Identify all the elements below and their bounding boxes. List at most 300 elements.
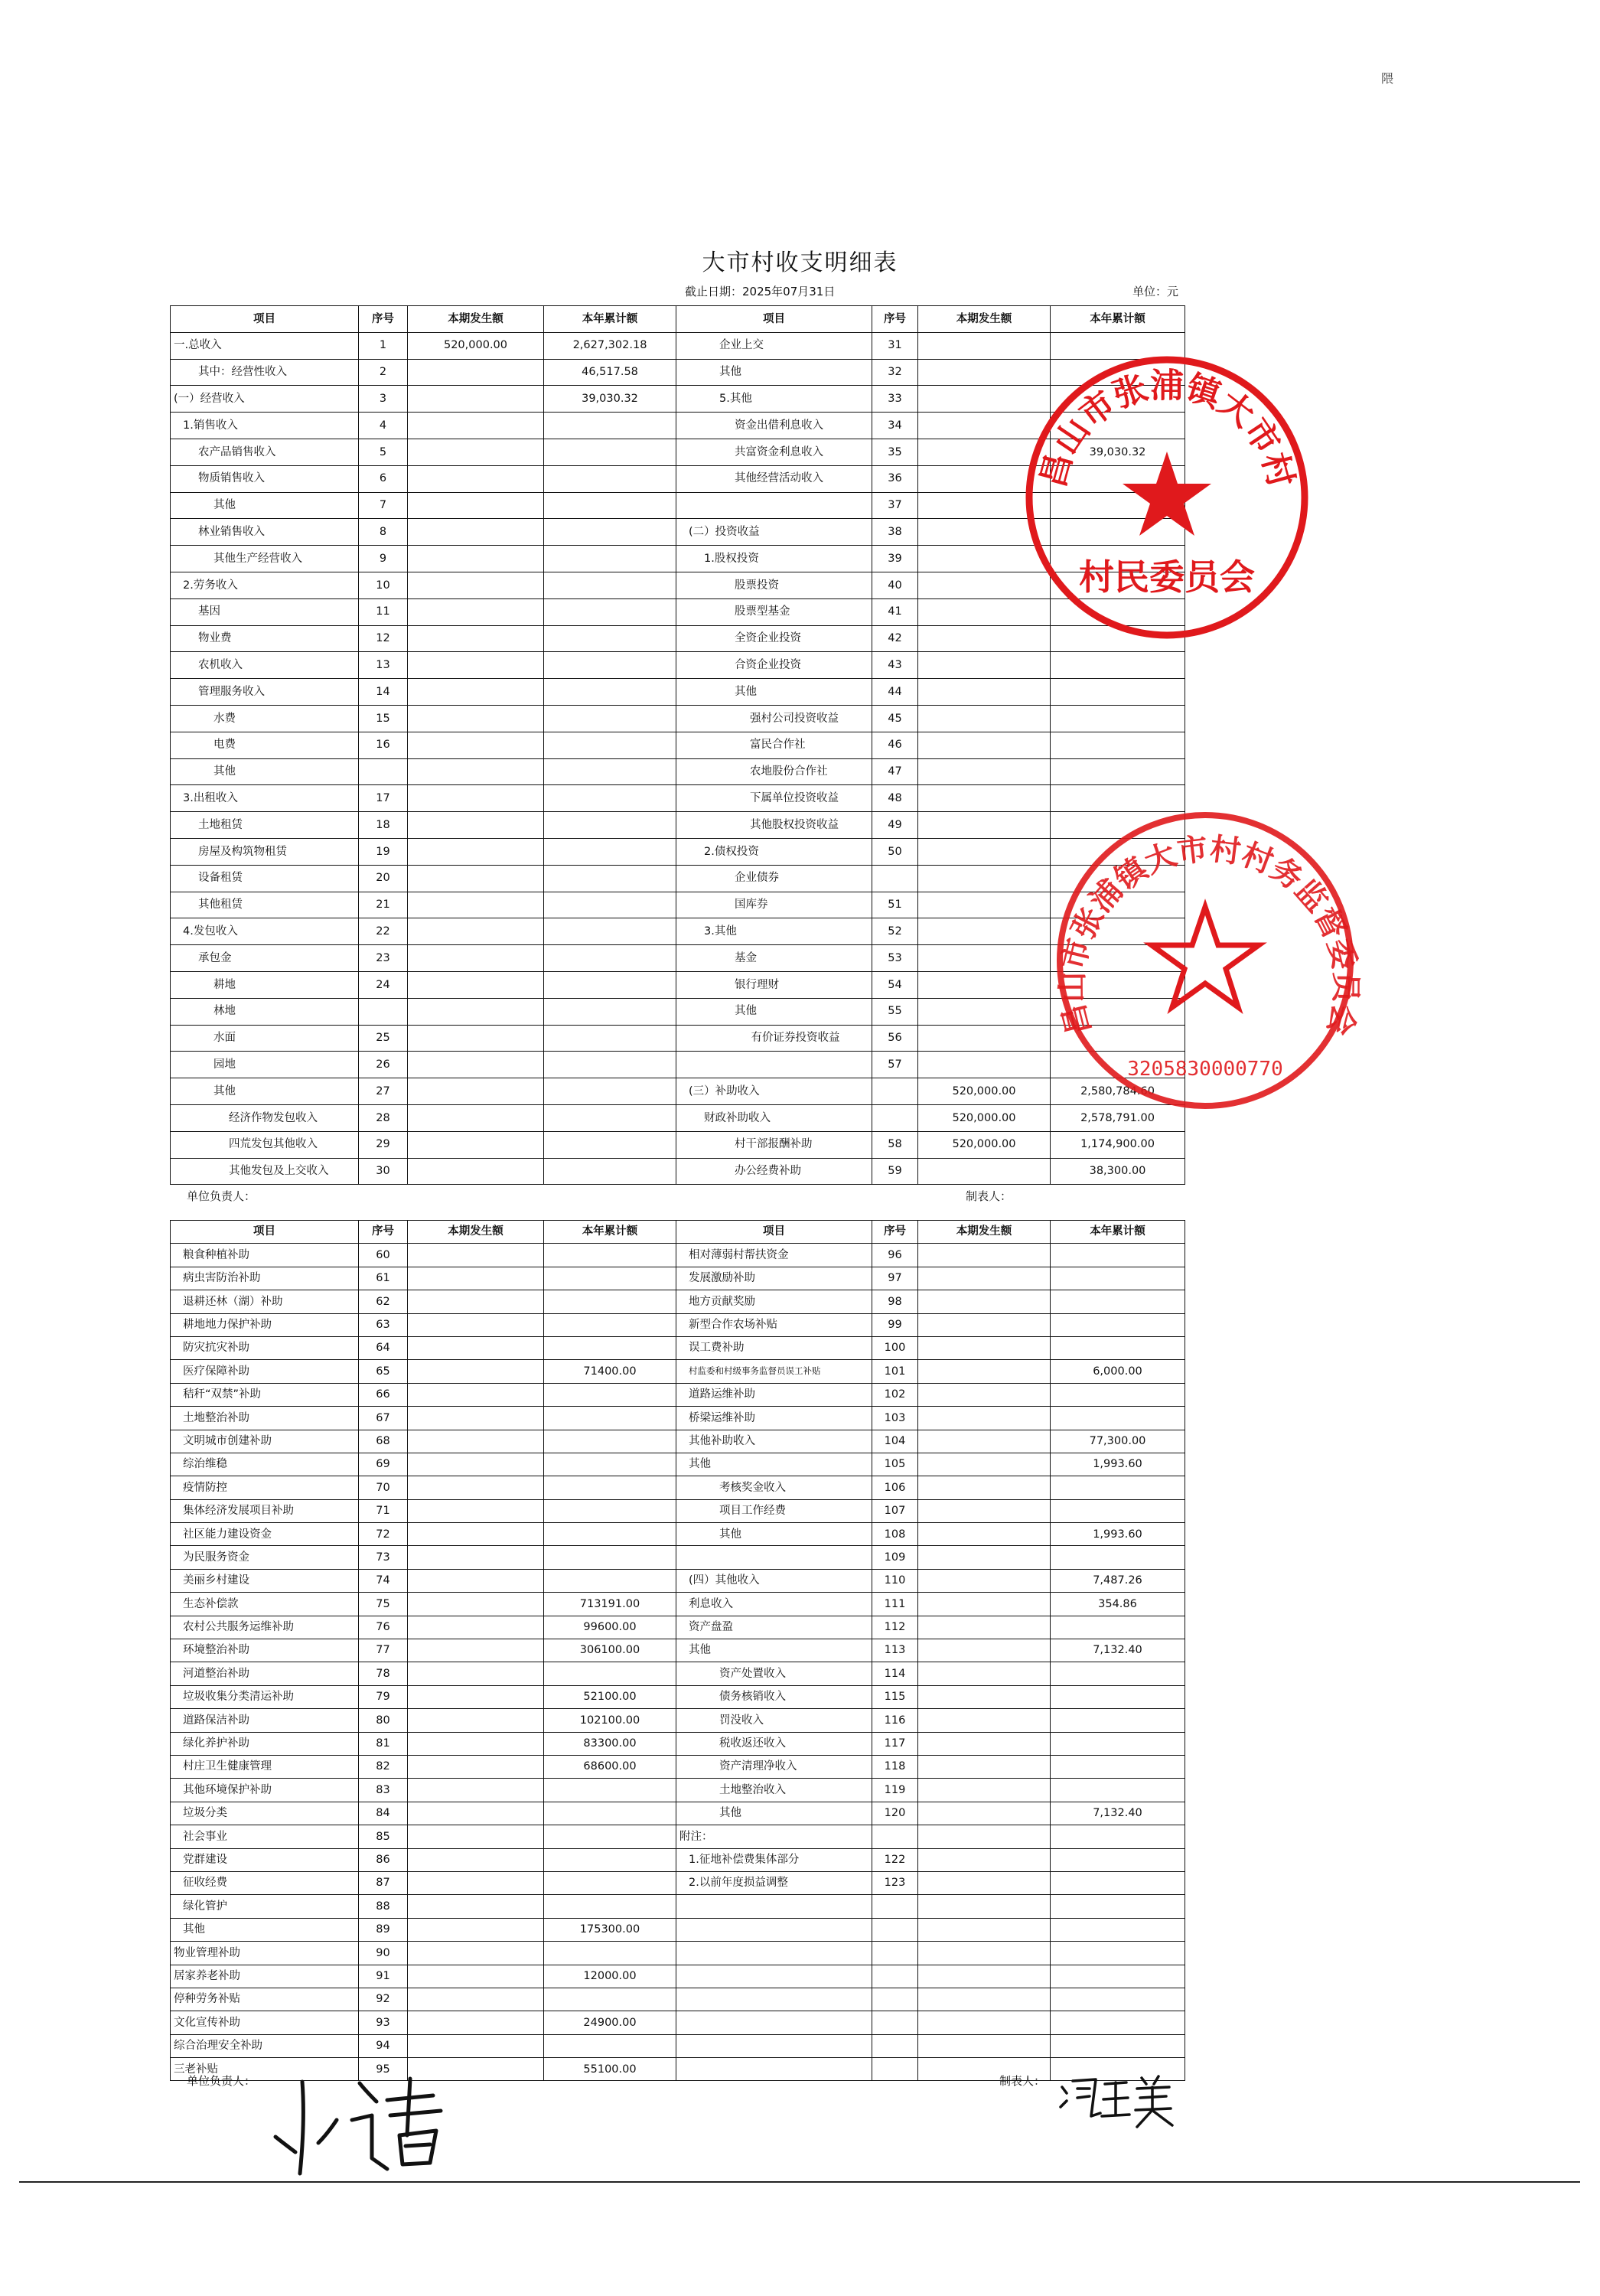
item-name-cell: 环境整治补助	[171, 1639, 359, 1662]
sequence-cell: 42	[872, 625, 918, 652]
current-period-amount-cell	[408, 1848, 544, 1871]
table-row	[171, 1025, 1185, 1052]
current-period-amount-cell	[408, 1244, 544, 1267]
item-name-cell	[676, 1895, 872, 1918]
item-name-cell: 其他股权投资收益	[676, 812, 872, 839]
item-name-cell: 土地租赁	[171, 812, 359, 839]
preparer-signature	[1056, 2070, 1178, 2131]
sequence-cell: 95	[359, 2058, 408, 2081]
table-row	[171, 1104, 1185, 1131]
year-cumulative-amount-cell	[1051, 1848, 1185, 1871]
year-cumulative-amount-cell	[544, 918, 676, 945]
item-name-cell: 共富资金利息收入	[676, 439, 872, 465]
item-name-cell: 资金出借利息收入	[676, 413, 872, 439]
sequence-cell: 14	[359, 679, 408, 706]
preparer-label: 制表人：	[966, 1189, 1012, 1203]
year-cumulative-amount-cell	[1051, 1476, 1185, 1499]
year-cumulative-amount-cell	[1051, 732, 1185, 758]
item-name-cell: 富民合作社	[676, 732, 872, 758]
item-name-cell: 1.征地补偿费集体部分	[676, 1848, 872, 1871]
year-cumulative-amount-cell	[544, 1802, 676, 1825]
table-row	[171, 1476, 1185, 1499]
item-name-cell: 村干部报酬补助	[676, 1131, 872, 1158]
year-cumulative-amount-cell	[1051, 1942, 1185, 1965]
year-cumulative-amount-cell	[1051, 1383, 1185, 1406]
year-cumulative-amount-cell	[544, 1078, 676, 1105]
current-period-amount-cell	[918, 1430, 1051, 1453]
current-period-amount-cell	[408, 652, 544, 679]
current-period-amount-cell	[918, 679, 1051, 706]
table-row	[171, 1871, 1185, 1894]
year-cumulative-amount-cell: 39,030.32	[1051, 439, 1185, 465]
year-cumulative-amount-cell	[544, 1407, 676, 1430]
year-cumulative-amount-cell	[544, 1662, 676, 1685]
table-row	[171, 785, 1185, 812]
item-name-cell: 下属单位投资收益	[676, 785, 872, 812]
item-name-cell: 电费	[171, 732, 359, 758]
sequence-cell: 76	[359, 1616, 408, 1639]
sequence-cell: 90	[359, 1942, 408, 1965]
column-header: 序号	[872, 306, 918, 333]
item-name-cell: 经济作物发包收入	[171, 1104, 359, 1131]
table-row	[171, 1383, 1185, 1406]
item-name-cell: 房屋及构筑物租赁	[171, 838, 359, 865]
year-cumulative-amount-cell	[1051, 1662, 1185, 1685]
sequence-cell: 101	[872, 1360, 918, 1383]
item-name-cell: 附注：	[676, 1825, 872, 1848]
year-cumulative-amount-cell: 68600.00	[544, 1755, 676, 1778]
deadline-date: 截止日期：2025年07月31日	[685, 285, 836, 298]
sequence-cell: 65	[359, 1360, 408, 1383]
current-period-amount-cell	[408, 1078, 544, 1105]
sequence-cell: 71	[359, 1499, 408, 1522]
sequence-cell: 92	[359, 1988, 408, 2011]
sequence-cell: 113	[872, 1639, 918, 1662]
item-name-cell: 林地	[171, 998, 359, 1025]
column-header: 本期发生额	[918, 306, 1051, 333]
sequence-cell	[872, 2034, 918, 2057]
year-cumulative-amount-cell: 1,174,900.00	[1051, 1131, 1185, 1158]
year-cumulative-amount-cell	[544, 1569, 676, 1592]
sequence-cell: 30	[359, 1158, 408, 1185]
unit-head-signature	[230, 2066, 474, 2181]
current-period-amount-cell	[918, 1523, 1051, 1546]
item-name-cell: 四荒发包其他收入	[171, 1131, 359, 1158]
item-name-cell: 垃圾收集分类清运补助	[171, 1685, 359, 1708]
sequence-cell: 88	[359, 1895, 408, 1918]
current-period-amount-cell	[918, 785, 1051, 812]
item-name-cell: 林业销售收入	[171, 519, 359, 546]
item-name-cell: 误工费补助	[676, 1336, 872, 1359]
year-cumulative-amount-cell: 6,000.00	[1051, 1360, 1185, 1383]
item-name-cell: 资产盘盈	[676, 1616, 872, 1639]
svg-text:昌山市张浦镇大市村: 昌山市张浦镇大市村	[1033, 366, 1301, 492]
item-name-cell: 其他	[676, 679, 872, 706]
year-cumulative-amount-cell: 24900.00	[544, 2011, 676, 2034]
item-name-cell: 财政补助收入	[676, 1104, 872, 1131]
sequence-cell: 7	[359, 492, 408, 519]
column-header: 序号	[359, 1221, 408, 1244]
year-cumulative-amount-cell: 713191.00	[544, 1593, 676, 1616]
sequence-cell: 35	[872, 439, 918, 465]
sequence-cell	[872, 1965, 918, 1988]
current-period-amount-cell	[918, 1407, 1051, 1430]
table-row	[171, 1523, 1185, 1546]
table-row	[171, 892, 1185, 918]
sequence-cell: 117	[872, 1732, 918, 1755]
sequence-cell: 60	[359, 1244, 408, 1267]
sequence-cell: 122	[872, 1848, 918, 1871]
sequence-cell: 43	[872, 652, 918, 679]
item-name-cell: 河道整治补助	[171, 1662, 359, 1685]
sequence-cell: 22	[359, 918, 408, 945]
year-cumulative-amount-cell: 2,580,784.60	[1051, 1078, 1185, 1105]
item-name-cell: 社区能力建设资金	[171, 1523, 359, 1546]
item-name-cell: 停种劳务补贴	[171, 1988, 359, 2011]
item-name-cell: 债务核销收入	[676, 1685, 872, 1708]
current-period-amount-cell	[918, 1871, 1051, 1894]
sequence-cell: 11	[359, 598, 408, 625]
current-period-amount-cell	[408, 1336, 544, 1359]
sequence-cell: 53	[872, 945, 918, 972]
current-period-amount-cell	[408, 1918, 544, 1941]
sequence-cell: 110	[872, 1569, 918, 1592]
table-row	[171, 1290, 1185, 1313]
item-name-cell: 新型合作农场补贴	[676, 1313, 872, 1336]
current-period-amount-cell	[408, 1825, 544, 1848]
item-name-cell: 5.其他	[676, 386, 872, 413]
sequence-cell: 59	[872, 1158, 918, 1185]
sequence-cell: 29	[359, 1131, 408, 1158]
current-period-amount-cell	[408, 439, 544, 465]
sequence-cell: 56	[872, 1025, 918, 1052]
item-name-cell: 防灾抗灾补助	[171, 1336, 359, 1359]
table-row	[171, 1755, 1185, 1778]
sequence-cell	[872, 1825, 918, 1848]
year-cumulative-amount-cell	[1051, 1685, 1185, 1708]
current-period-amount-cell	[918, 1267, 1051, 1290]
current-period-amount-cell	[918, 1639, 1051, 1662]
item-name-cell: 管理服务收入	[171, 679, 359, 706]
column-header: 项目	[676, 306, 872, 333]
item-name-cell: 农产品销售收入	[171, 439, 359, 465]
sequence-cell: 68	[359, 1430, 408, 1453]
table-row	[171, 945, 1185, 972]
sequence-cell: 27	[359, 1078, 408, 1105]
current-period-amount-cell	[918, 2034, 1051, 2057]
year-cumulative-amount-cell	[544, 1779, 676, 1802]
year-cumulative-amount-cell	[544, 1313, 676, 1336]
table-row	[171, 1430, 1185, 1453]
year-cumulative-amount-cell	[544, 998, 676, 1025]
year-cumulative-amount-cell	[544, 758, 676, 785]
svg-text:3205830000770: 3205830000770	[1127, 1058, 1283, 1081]
year-cumulative-amount-cell	[1051, 1709, 1185, 1732]
column-header: 项目	[676, 1221, 872, 1244]
year-cumulative-amount-cell	[1051, 1313, 1185, 1336]
column-header: 本年累计额	[1051, 1221, 1185, 1244]
item-name-cell: 为民服务资金	[171, 1546, 359, 1569]
table-header-row	[171, 306, 1185, 333]
current-period-amount-cell	[918, 1593, 1051, 1616]
sequence-cell: 75	[359, 1593, 408, 1616]
year-cumulative-amount-cell	[544, 1988, 676, 2011]
sequence-cell: 24	[359, 971, 408, 998]
sequence-cell: 115	[872, 1685, 918, 1708]
sequence-cell: 112	[872, 1616, 918, 1639]
item-name-cell: 耕地地力保护补助	[171, 1313, 359, 1336]
current-period-amount-cell: 520,000.00	[408, 332, 544, 359]
sequence-cell	[872, 865, 918, 892]
year-cumulative-amount-cell: 2,578,791.00	[1051, 1104, 1185, 1131]
item-name-cell: 企业债券	[676, 865, 872, 892]
sequence-cell: 51	[872, 892, 918, 918]
sequence-cell: 37	[872, 492, 918, 519]
current-period-amount-cell	[918, 1942, 1051, 1965]
year-cumulative-amount-cell	[1051, 2034, 1185, 2057]
item-name-cell: 土地整治收入	[676, 1779, 872, 1802]
item-name-cell	[676, 492, 872, 519]
sequence-cell	[872, 2058, 918, 2081]
year-cumulative-amount-cell	[544, 439, 676, 465]
current-period-amount-cell	[408, 572, 544, 598]
current-period-amount-cell	[408, 705, 544, 732]
item-name-cell: (三）补助收入	[676, 1078, 872, 1105]
sequence-cell: 39	[872, 546, 918, 572]
sequence-cell: 105	[872, 1453, 918, 1476]
sequence-cell: 15	[359, 705, 408, 732]
svg-text:村民委员会: 村民委员会	[1079, 556, 1255, 598]
sequence-cell: 80	[359, 1709, 408, 1732]
year-cumulative-amount-cell	[1051, 1965, 1185, 1988]
current-period-amount-cell	[918, 1988, 1051, 2011]
current-period-amount-cell	[408, 1052, 544, 1078]
sequence-cell: 52	[872, 918, 918, 945]
sequence-cell: 108	[872, 1523, 918, 1546]
sequence-cell: 50	[872, 838, 918, 865]
table-row	[171, 1593, 1185, 1616]
year-cumulative-amount-cell	[1051, 1918, 1185, 1941]
item-name-cell: 绿化管护	[171, 1895, 359, 1918]
current-period-amount-cell	[408, 1383, 544, 1406]
item-name-cell	[676, 1546, 872, 1569]
current-period-amount-cell	[408, 1639, 544, 1662]
sequence-cell: 74	[359, 1569, 408, 1592]
current-period-amount-cell	[408, 1158, 544, 1185]
year-cumulative-amount-cell	[544, 625, 676, 652]
sequence-cell: 107	[872, 1499, 918, 1522]
year-cumulative-amount-cell	[544, 1825, 676, 1848]
item-name-cell	[676, 1942, 872, 1965]
current-period-amount-cell	[918, 1158, 1051, 1185]
sequence-cell: 55	[872, 998, 918, 1025]
current-period-amount-cell	[408, 679, 544, 706]
item-name-cell: 综合治理安全补助	[171, 2034, 359, 2057]
current-period-amount-cell	[408, 546, 544, 572]
item-name-cell: 办公经费补助	[676, 1158, 872, 1185]
table-row	[171, 679, 1185, 706]
item-name-cell: 道路运维补助	[676, 1383, 872, 1406]
year-cumulative-amount-cell	[544, 1131, 676, 1158]
sequence-cell	[872, 1895, 918, 1918]
item-name-cell: 病虫害防治补助	[171, 1267, 359, 1290]
current-period-amount-cell	[408, 1430, 544, 1453]
sequence-cell: 78	[359, 1662, 408, 1685]
item-name-cell: 物业管理补助	[171, 1942, 359, 1965]
year-cumulative-amount-cell: 39,030.32	[544, 386, 676, 413]
sequence-cell: 69	[359, 1453, 408, 1476]
table-row	[171, 971, 1185, 998]
sequence-cell: 73	[359, 1546, 408, 1569]
current-period-amount-cell	[918, 1569, 1051, 1592]
item-name-cell: 发展激励补助	[676, 1267, 872, 1290]
sequence-cell: 40	[872, 572, 918, 598]
current-period-amount-cell	[918, 865, 1051, 892]
item-name-cell: 股票投资	[676, 572, 872, 598]
item-name-cell: 医疗保障补助	[171, 1360, 359, 1383]
sequence-cell: 82	[359, 1755, 408, 1778]
current-period-amount-cell	[408, 1360, 544, 1383]
table-row	[171, 1336, 1185, 1359]
current-period-amount-cell	[918, 838, 1051, 865]
sequence-cell: 84	[359, 1802, 408, 1825]
sequence-cell: 34	[872, 413, 918, 439]
current-period-amount-cell	[408, 492, 544, 519]
current-period-amount-cell	[408, 1476, 544, 1499]
table-row	[171, 705, 1185, 732]
year-cumulative-amount-cell	[1051, 758, 1185, 785]
sequence-cell: 20	[359, 865, 408, 892]
sequence-cell: 103	[872, 1407, 918, 1430]
item-name-cell: 桥梁运维补助	[676, 1407, 872, 1430]
item-name-cell: 其他生产经营收入	[171, 546, 359, 572]
year-cumulative-amount-cell	[544, 1025, 676, 1052]
current-period-amount-cell	[408, 945, 544, 972]
item-name-cell: 其他环境保护补助	[171, 1779, 359, 1802]
item-name-cell: 股票型基金	[676, 598, 872, 625]
year-cumulative-amount-cell	[1051, 1895, 1185, 1918]
table-row	[171, 2011, 1185, 2034]
current-period-amount-cell	[918, 1499, 1051, 1522]
year-cumulative-amount-cell	[544, 519, 676, 546]
item-name-cell: 党群建设	[171, 1848, 359, 1871]
bottom-rule	[19, 2181, 1580, 2183]
sequence-cell: 96	[872, 1244, 918, 1267]
current-period-amount-cell	[408, 865, 544, 892]
item-name-cell: 资产处置收入	[676, 1662, 872, 1685]
item-name-cell: 设备租赁	[171, 865, 359, 892]
item-name-cell: 其他	[171, 492, 359, 519]
column-header: 本年累计额	[544, 306, 676, 333]
sequence-cell: 72	[359, 1523, 408, 1546]
year-cumulative-amount-cell	[544, 1523, 676, 1546]
current-period-amount-cell	[408, 1267, 544, 1290]
current-period-amount-cell	[408, 1942, 544, 1965]
year-cumulative-amount-cell: 12000.00	[544, 1965, 676, 1988]
current-period-amount-cell	[918, 1313, 1051, 1336]
item-name-cell: 园地	[171, 1052, 359, 1078]
sequence-cell: 58	[872, 1131, 918, 1158]
current-period-amount-cell	[918, 1616, 1051, 1639]
table-row	[171, 1546, 1185, 1569]
table-row	[171, 918, 1185, 945]
year-cumulative-amount-cell	[1051, 1616, 1185, 1639]
table-row	[171, 1918, 1185, 1941]
sequence-cell: 99	[872, 1313, 918, 1336]
page-title: 大市村收支明细表	[702, 249, 898, 276]
year-cumulative-amount-cell: 354.86	[1051, 1593, 1185, 1616]
sequence-cell: 106	[872, 1476, 918, 1499]
sequence-cell: 100	[872, 1336, 918, 1359]
item-name-cell: 文明城市创建补助	[171, 1430, 359, 1453]
current-period-amount-cell	[918, 1244, 1051, 1267]
sequence-cell	[359, 758, 408, 785]
column-header: 本期发生额	[408, 306, 544, 333]
sequence-cell: 46	[872, 732, 918, 758]
item-name-cell: 其他	[676, 1639, 872, 1662]
year-cumulative-amount-cell	[544, 1267, 676, 1290]
affairs-supervision-seal	[1044, 800, 1366, 1121]
item-name-cell: 疫情防控	[171, 1476, 359, 1499]
year-cumulative-amount-cell	[544, 1104, 676, 1131]
column-header: 序号	[359, 306, 408, 333]
year-cumulative-amount-cell	[544, 1871, 676, 1894]
current-period-amount-cell	[408, 1709, 544, 1732]
table-row	[171, 1052, 1185, 1078]
table-row	[171, 1709, 1185, 1732]
year-cumulative-amount-cell: 83300.00	[544, 1732, 676, 1755]
item-name-cell: 其他发包及上交收入	[171, 1158, 359, 1185]
year-cumulative-amount-cell	[544, 1942, 676, 1965]
item-name-cell: 农机收入	[171, 652, 359, 679]
item-name-cell: 全资企业投资	[676, 625, 872, 652]
item-name-cell	[676, 2034, 872, 2057]
sequence-cell: 63	[359, 1313, 408, 1336]
table-row	[171, 1569, 1185, 1592]
table-row	[171, 1779, 1185, 1802]
item-name-cell	[676, 1988, 872, 2011]
table-row	[171, 1639, 1185, 1662]
sequence-cell: 109	[872, 1546, 918, 1569]
sequence-cell: 38	[872, 519, 918, 546]
table-row	[171, 1158, 1185, 1185]
current-period-amount-cell	[408, 625, 544, 652]
year-cumulative-amount-cell: 7,132.40	[1051, 1802, 1185, 1825]
current-period-amount-cell	[408, 1131, 544, 1158]
unit-head-label: 单位负责人：	[187, 1189, 256, 1203]
item-name-cell: 其他经营活动收入	[676, 465, 872, 492]
table-row	[171, 1662, 1185, 1685]
sequence-cell: 9	[359, 546, 408, 572]
item-name-cell: 文化宣传补助	[171, 2011, 359, 2034]
item-name-cell: 其他	[171, 758, 359, 785]
item-name-cell: 其他	[676, 1802, 872, 1825]
item-name-cell: 集体经济发展项目补助	[171, 1499, 359, 1522]
sequence-cell: 12	[359, 625, 408, 652]
year-cumulative-amount-cell: 71400.00	[544, 1360, 676, 1383]
year-cumulative-amount-cell	[544, 1848, 676, 1871]
year-cumulative-amount-cell: 1,993.60	[1051, 1523, 1185, 1546]
column-header: 本年累计额	[1051, 306, 1185, 333]
item-name-cell: 4.发包收入	[171, 918, 359, 945]
year-cumulative-amount-cell: 55100.00	[544, 2058, 676, 2081]
item-name-cell: 农地股份合作社	[676, 758, 872, 785]
item-name-cell	[676, 2058, 872, 2081]
current-period-amount-cell	[408, 1616, 544, 1639]
year-cumulative-amount-cell	[544, 413, 676, 439]
item-name-cell: 1.股权投资	[676, 546, 872, 572]
current-period-amount-cell	[408, 1593, 544, 1616]
